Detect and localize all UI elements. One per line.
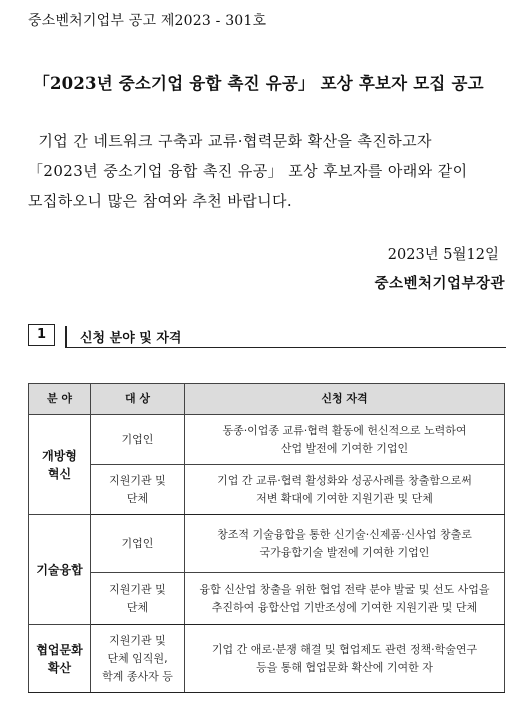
notice-date: 2023년 5월12일 [387,247,499,263]
qualification-cell: 기업 간 애로·분쟁 해결 및 협업제도 관련 정책·학술연구 등을 통해 협업문화 확산에 기여한 자 [185,625,505,693]
qualification-cell: 동종·이업종 교류·협력 활동에 헌신적으로 노력하여 산업 발전에 기여한 기업인 [185,415,505,465]
header-qualification: 신청 자격 [185,384,505,415]
table-header-row [29,384,505,415]
qualification-cell: 창조적 기술융합을 통한 신기술·신제품·신사업 창출로 국가융합기술 발전에 기여한 기업인 [185,515,505,573]
notice-number: 중소벤처기업부 공고 제2023 - 301호 [28,13,267,29]
header-target: 대 상 [91,384,185,415]
issuer: 중소벤처기업부장관 [374,275,505,292]
category-cell: 개방형 혁신 [29,415,91,515]
category-cell: 협업문화 확산 [29,625,91,693]
section-number: 1 [28,324,55,346]
table-body [29,415,505,693]
target-cell: 지원기관 및 단체 [91,465,185,515]
target-cell: 지원기관 및 단체 임직원, 학계 종사자 등 [91,625,185,693]
section-label: 신청 분야 및 자격 [80,331,182,346]
target-cell: 지원기관 및 단체 [91,573,185,625]
header-category: 분 야 [29,384,91,415]
section-heading [28,322,506,352]
section-underline [65,347,506,348]
intro-line: 기업 간 네트워크 구축과 교류·협력문화 확산을 촉진하고자 [28,132,432,150]
table-row [29,515,505,573]
intro-paragraph [28,126,506,216]
intro-line: 「2023년 중소기업 융합 촉진 유공」 포상 후보자를 아래와 같이 [28,162,468,180]
table-row [29,573,505,625]
table-row [29,625,505,693]
notice-title: 「2023년 중소기업 융합 촉진 유공」 포상 후보자 모집 공고 [33,74,484,93]
table-row [29,465,505,515]
qualification-cell: 기업 간 교류·협력 활성화와 성공사례를 창출함으로써 저변 확대에 기여한 지원기관 및 단체 [185,465,505,515]
target-cell: 기업인 [91,515,185,573]
table-row [29,415,505,465]
target-cell: 기업인 [91,415,185,465]
section-divider [65,326,67,348]
category-cell: 기술융합 [29,515,91,625]
qualification-table [28,383,505,693]
qualification-cell: 융합 신산업 창출을 위한 협업 전략 분야 발굴 및 선도 사업을 추진하여 융합산업 기반조성에 기여한 지원기관 및 단체 [185,573,505,625]
intro-line: 모집하오니 많은 참여와 추천 바랍니다. [28,192,293,210]
